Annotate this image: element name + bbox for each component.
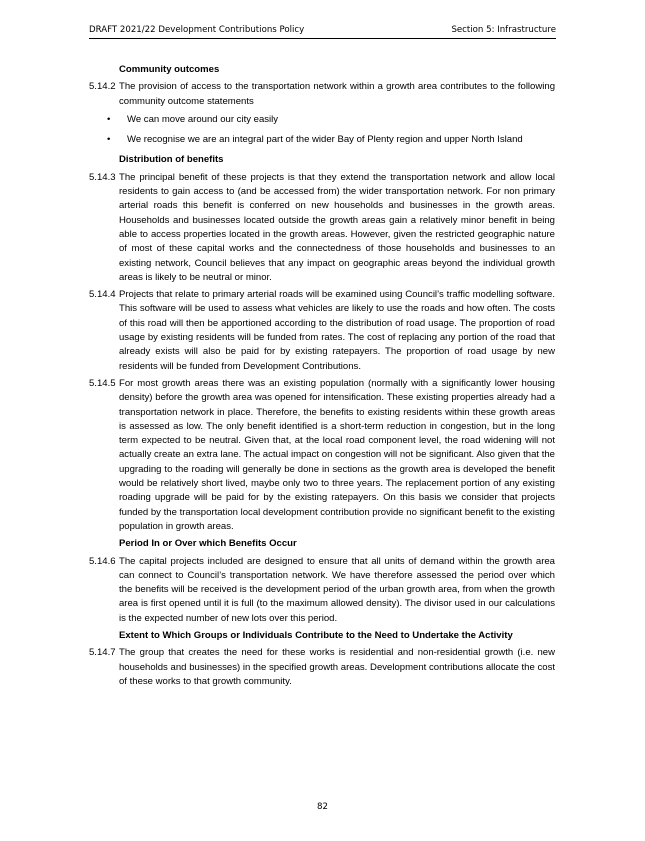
page-number: 82 (317, 802, 328, 812)
list-item (89, 133, 555, 147)
list-item-text: We can move around our city easily (127, 113, 279, 125)
paragraph-number: 5.14.6 (89, 555, 116, 567)
paragraph-text: For most growth areas there was an existing population (normally with a significantly lower housing density) before the growth area was opened for intensification. These existing properties already had a transportation network in place. Therefore, the benefits to existing residents within these growth areas is assessed as low. The only benefit identified is a short-term reduction in congestion, but in the long term expected to be neutral. Given that, at the local road component level, the road widening will not actually create an extra lane. The actual impact on congestion will not be significant. Also given that the upgrading to the roading will generally be done in sections as the growth area is developed the benefit would be relatively short lived, maybe only two to three years. The replacement portion of any existing roading upgrade will be paid for by the existing ratepayers. On this basis we consider that projects funded by the transportation local development contribution provide no significant benefit to the existing population in growth areas. (119, 377, 555, 532)
heading-period-benefits: Period In or Over which Benefits Occur (119, 538, 297, 550)
paragraph-text: The provision of access to the transportation network within a growth area contributes to the following community outcome statements (119, 81, 555, 107)
paragraph-5-14-5 (89, 377, 555, 534)
list-item-text: We recognise we are an integral part of the wider Bay of Plenty region and upper North Island (127, 134, 523, 146)
paragraph-number: 5.14.7 (89, 647, 116, 659)
document-title: DRAFT 2021/22 Development Contributions Policy (89, 25, 305, 35)
paragraph-number: 5.14.4 (89, 289, 116, 301)
bullet-icon: • (107, 134, 111, 146)
paragraph-number: 5.14.3 (89, 171, 116, 183)
paragraph-text: The group that creates the need for these works is residential and non-residential growth (i.e. new households and businesses) in the specified growth areas. Development contributions allocate the cost of these works to that growth community. (119, 647, 555, 687)
paragraph-5-14-7 (89, 646, 555, 689)
heading-distribution-of-benefits: Distribution of benefits (119, 154, 224, 166)
heading-community-outcomes: Community outcomes (119, 64, 220, 75)
paragraph-5-14-4 (89, 288, 555, 374)
bullet-icon: • (107, 113, 111, 125)
paragraph-text: The principal benefit of these projects is that they extend the transportation network and allow local residents to gain access to (and be accessed from) the wider transportation network. For non primary arterial roads this benefit is conferred on new households and businesses in the growth areas. Households and businesses located outside the growth areas gain a relatively minor benefit in being able to access properties located in the growth areas. However, given the restricted geographic nature of most of these capital works and the connectedness of those households and businesses to an existing network, Council believes that any impact on geographic areas beyond the individual growth areas is likely to be neutral or minor. (119, 171, 555, 283)
page-header (89, 25, 556, 39)
section-title: Section 5: Infrastructure (451, 25, 556, 35)
paragraph-number: 5.14.2 (89, 81, 116, 93)
paragraph-5-14-2 (89, 80, 555, 109)
paragraph-text: Projects that relate to primary arterial roads will be examined using Council’s traffic modelling software. This software will be used to assess what vehicles are likely to use the roads and how often. The costs of this road will then be apportioned according to the distribution of road usage. The proportion of road usage by existing residents will be funded from rates. The cost of replacing any portion of the road that already exists will also be paid for by existing ratepayers. The proportion of road usage by new residents will be funded from Development Contributions. (119, 289, 555, 372)
paragraph-text: The capital projects included are designed to ensure that all units of demand within the growth area can connect to Council’s transportation network. We have therefore assessed the period over which the benefits will be received is the development period of the urban growth area, from when the growth area is first opened until it is full (to the maximum allowed density). The divisor used in our calculations is the expected number of new lots over this period. (119, 555, 555, 624)
page-content (89, 63, 555, 692)
paragraph-number: 5.14.5 (89, 377, 116, 389)
list-item (89, 113, 555, 127)
paragraph-5-14-6 (89, 555, 555, 626)
paragraph-5-14-3 (89, 171, 555, 285)
bullet-list (89, 113, 555, 148)
heading-extent-contribution: Extent to Which Groups or Individuals Contribute to the Need to Undertake the Activity (119, 629, 513, 641)
